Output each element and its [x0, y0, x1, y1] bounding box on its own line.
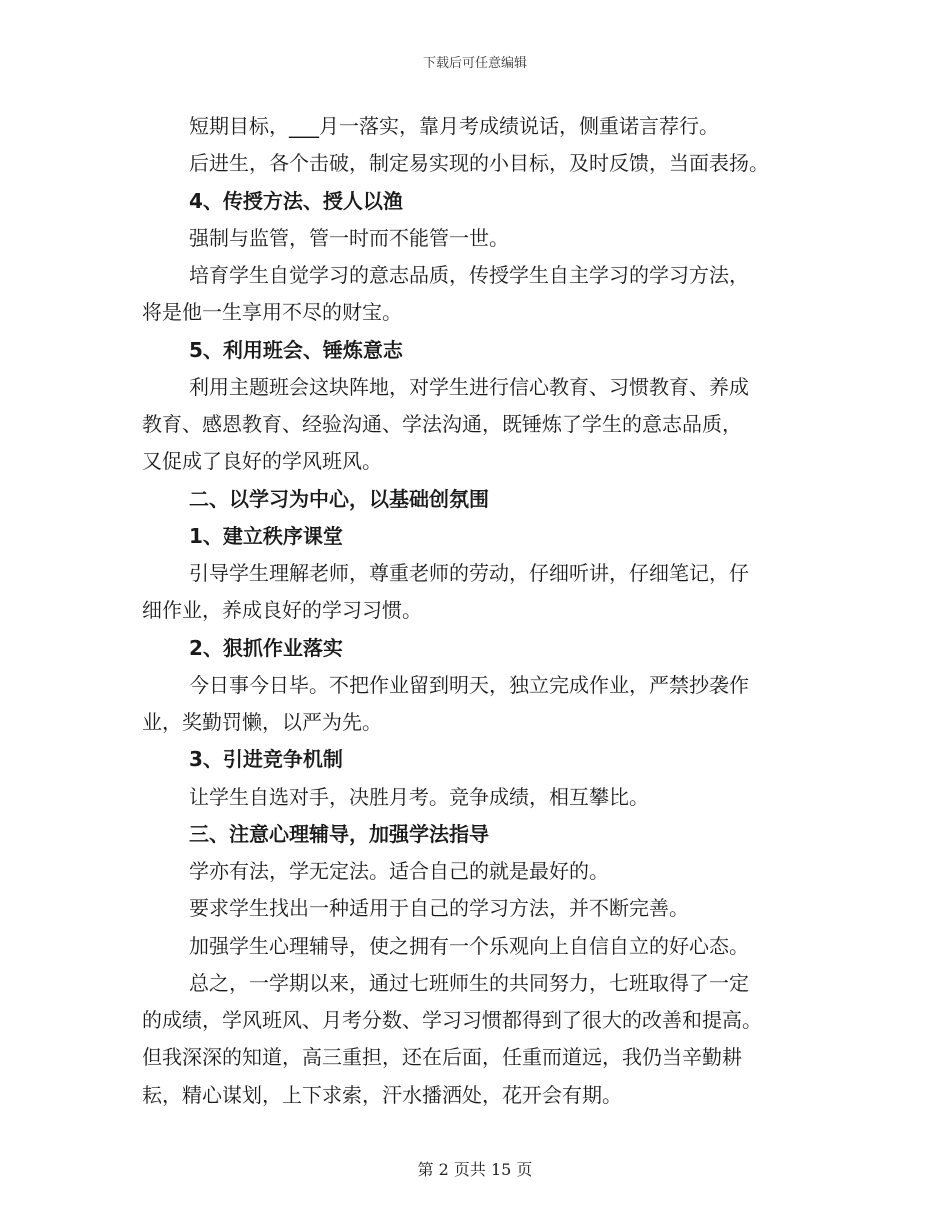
paragraph-line: 细作业，养成良好的学习习惯。 — [142, 598, 422, 622]
paragraph-line: 但我深深的知道，高三重担，还在后面，任重而道远，我仍当辛勤耕 — [142, 1045, 742, 1069]
paragraph-line: 强制与监管，管一时而不能管一世。 — [189, 226, 509, 250]
paragraph-line: 培育学生自觉学习的意志品质，传授学生自主学习的学习方法， — [189, 263, 749, 287]
paragraph-line: 引导学生理解老师，尊重老师的劳动，仔细听讲，仔细笔记，仔 — [189, 561, 749, 585]
section-heading: 3、引进竞争机制 — [189, 747, 343, 771]
paragraph-line: 后进生，各个击破，制定易实现的小目标，及时反馈，当面表扬。 — [189, 151, 769, 175]
paragraph-line: 让学生自选对手，决胜月考。竞争成绩，相互攀比。 — [189, 785, 649, 809]
section-heading: 2、狠抓作业落实 — [189, 636, 343, 660]
paragraph-line: 利用主题班会这块阵地，对学生进行信心教育、习惯教育、养成 — [189, 375, 749, 399]
page-footer: 第 2 页共 15 页 — [417, 1160, 533, 1179]
section-heading: 三、注意心理辅导，加强学法指导 — [189, 822, 489, 846]
paragraph-line: 学亦有法，学无定法。适合自己的就是最好的。 — [189, 859, 609, 883]
paragraph-line: 的成绩，学风班风、月考分数、学习习惯都得到了很大的改善和提高。 — [142, 1008, 762, 1032]
paragraph-line: 要求学生找出一种适用于自己的学习方法，并不断完善。 — [189, 896, 689, 920]
paragraph-line: 加强学生心理辅导，使之拥有一个乐观向上自信自立的好心态。 — [189, 934, 749, 958]
section-heading: 1、建立秩序课堂 — [189, 524, 343, 548]
section-heading: 4、传授方法、授人以渔 — [189, 189, 403, 213]
paragraph-line: 今日事今日毕。不把作业留到明天，独立完成作业，严禁抄袭作 — [189, 673, 749, 697]
paragraph-line: 又促成了良好的学风班风。 — [142, 449, 382, 473]
section-heading: 5、利用班会、锤炼意志 — [189, 338, 403, 362]
paragraph-line: 业，奖勤罚懒，以严为先。 — [142, 710, 382, 734]
page-header: 下载后可任意编辑 — [422, 56, 527, 71]
paragraph-line: 总之，一学期以来，通过七班师生的共同努力，七班取得了一定 — [189, 971, 749, 995]
paragraph-line: 将是他一生享用不尽的财宝。 — [142, 300, 402, 324]
section-heading: 二、以学习为中心，以基础创氛围 — [189, 487, 489, 511]
paragraph-line: 教育、感恩教育、经验沟通、学法沟通，既锤炼了学生的意志品质， — [142, 412, 742, 436]
paragraph-line: 耘，精心谋划，上下求索，汗水播洒处，花开会有期。 — [142, 1083, 622, 1107]
paragraph-line: 短期目标，___月一落实，靠月考成绩说话，侧重诺言荐行。 — [189, 114, 719, 138]
